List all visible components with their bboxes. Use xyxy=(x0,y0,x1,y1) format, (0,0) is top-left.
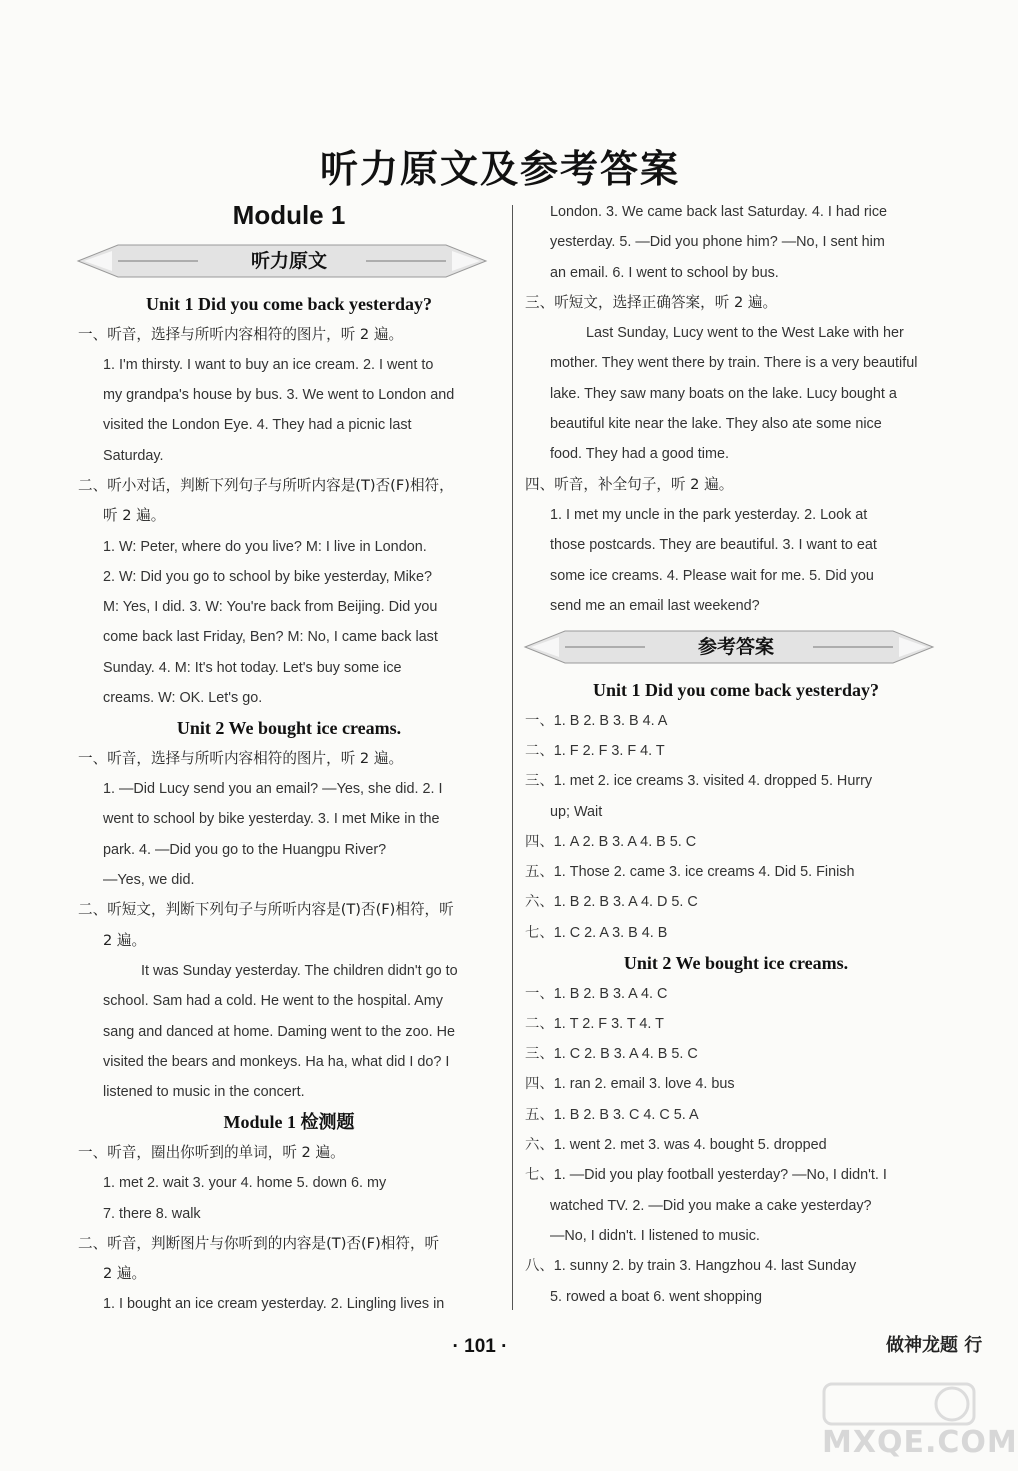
answer-line: 四、1. ran 2. email 3. love 4. bus xyxy=(525,1076,735,1093)
text-line: send me an email last weekend? xyxy=(550,597,760,614)
text-line: Last Sunday, Lucy went to the West Lake with her xyxy=(586,325,904,342)
page-number: · 101 · xyxy=(452,1336,508,1357)
section-banner-answers xyxy=(525,627,947,667)
text-line: 1. I bought an ice cream yesterday. 2. Lingling lives in xyxy=(103,1296,445,1313)
text-line: those postcards. They are beautiful. 3. I want to eat xyxy=(550,537,877,554)
unit2-transcript xyxy=(78,744,500,1108)
watermark-text: MXQE.COM xyxy=(822,1425,1018,1460)
question-line: 二、听短文，判断下列句子与所听内容是(T)否(F)相符，听 xyxy=(78,901,454,919)
text-line: 1. I met my uncle in the park yesterday. 2. Look at xyxy=(550,506,868,523)
answer-line: 四、1. A 2. B 3. A 4. B 5. C xyxy=(525,833,697,850)
text-line: 1. W: Peter, where do you live? M: I live in London. xyxy=(103,538,427,555)
text-line: park. 4. —Did you go to the Huangpu River? xyxy=(103,841,387,858)
unit1-transcript xyxy=(78,320,500,714)
text-line: mother. They went there by train. There is a very beautiful xyxy=(550,355,918,372)
text-line: my grandpa's house by bus. 3. We went to London and xyxy=(103,387,455,404)
text-line: Sunday. 4. M: It's hot today. Let's buy some ice xyxy=(103,659,402,676)
question-line: 一、听音，选择与所听内容相符的图片，听 2 遍。 xyxy=(78,325,404,343)
text-line: 1. met 2. wait 3. your 4. home 5. down 6. my xyxy=(103,1175,387,1192)
text-line: some ice creams. 4. Please wait for me. 5. Did you xyxy=(550,567,874,584)
left-column xyxy=(78,195,500,1320)
question-line: 听 2 遍。 xyxy=(103,507,166,525)
right-column xyxy=(525,197,947,1312)
footer-brand xyxy=(886,1331,983,1357)
answer-line: 六、1. B 2. B 3. A 4. D 5. C xyxy=(525,894,698,911)
answer-line: 六、1. went 2. met 3. was 4. bought 5. dropped xyxy=(525,1137,827,1154)
answer-line: —No, I didn't. I listened to music. xyxy=(550,1227,760,1244)
question-line: 2 遍。 xyxy=(103,1265,147,1283)
text-line: It was Sunday yesterday. The children didn't go to xyxy=(141,962,458,979)
text-line: yesterday. 5. —Did you phone him? —No, I sent him xyxy=(550,234,885,251)
answer-line: 一、1. B 2. B 3. A 4. C xyxy=(525,985,668,1002)
column-divider xyxy=(512,205,513,1310)
answer-line: 五、1. Those 2. came 3. ice creams 4. Did 5. Finish xyxy=(525,864,855,881)
unit1-heading: Unit 1 Did you come back yesterday? xyxy=(146,294,432,314)
text-line: Saturday. xyxy=(103,447,164,464)
text-line: 2. W: Did you go to school by bike yesterday, Mike? xyxy=(103,568,433,585)
text-line: London. 3. We came back last Saturday. 4. I had rice xyxy=(550,204,888,220)
unit2-heading: Unit 2 We bought ice creams. xyxy=(176,718,402,739)
question-line: 三、听短文，选择正确答案，听 2 遍。 xyxy=(525,293,778,311)
answer-line: 八、1. sunny 2. by train 3. Hangzhou 4. last Sunday xyxy=(525,1258,857,1275)
text-line: come back last Friday, Ben? M: No, I came back last xyxy=(103,629,438,646)
answer-line: 二、1. T 2. F 3. T 4. T xyxy=(525,1015,664,1032)
answer-line: 七、1. —Did you play football yesterday? —No, I didn't. I xyxy=(525,1167,887,1184)
answers-unit1 xyxy=(525,706,947,948)
answers-unit1-heading: Unit 1 Did you come back yesterday? xyxy=(593,680,879,701)
answer-line: 五、1. B 2. B 3. C 4. C 5. A xyxy=(525,1106,699,1123)
question-line: 一、听音，选择与所听内容相符的图片，听 2 遍。 xyxy=(78,749,404,767)
text-line: food. They had a good time. xyxy=(550,446,729,463)
answer-line: 二、1. F 2. F 3. F 4. T xyxy=(525,742,665,759)
text-line: went to school by bike yesterday. 3. I met Mike in the xyxy=(103,811,440,828)
text-line: 7. there 8. walk xyxy=(103,1205,201,1222)
question-line: 2 遍。 xyxy=(103,931,147,949)
answer-line: up; Wait xyxy=(550,803,603,820)
banner-title: 参考答案 xyxy=(697,636,774,659)
answer-line: 5. rowed a boat 6. went shopping xyxy=(550,1288,763,1305)
question-line: 二、听音，判断图片与你听到的内容是(T)否(F)相符，听 xyxy=(78,1234,440,1252)
brand-name: 做神龙题 xyxy=(886,1335,958,1356)
test-transcript xyxy=(78,1138,500,1320)
text-line: —Yes, we did. xyxy=(103,872,195,889)
answer-line: 三、1. C 2. B 3. A 4. B 5. C xyxy=(525,1046,698,1063)
text-line: lake. They saw many boats on the lake. Lucy bought a xyxy=(550,385,897,402)
text-line: sang and danced at home. Daming went to the zoo. He xyxy=(103,1023,455,1040)
text-line: beautiful kite near the lake. They also ate some nice xyxy=(550,416,882,433)
transcript-continued xyxy=(525,197,947,621)
text-line: 1. —Did Lucy send you an email? —Yes, she did. 2. I xyxy=(103,781,443,798)
question-line: 四、听音，补全句子，听 2 遍。 xyxy=(525,475,734,493)
text-line: an email. 6. I went to school by bus. xyxy=(550,264,779,281)
brand-cut-char: 行 xyxy=(964,1335,983,1356)
question-line: 二、听小对话，判断下列句子与所听内容是(T)否(F)相符， xyxy=(78,476,454,494)
answer-line: 一、1. B 2. B 3. B 4. A xyxy=(525,712,668,729)
answer-line: watched TV. 2. —Did you make a cake yesterday? xyxy=(550,1197,872,1214)
text-line: listened to music in the concert. xyxy=(103,1084,305,1101)
text-line: school. Sam had a cold. He went to the hospital. Amy xyxy=(103,993,443,1010)
answers-unit2 xyxy=(525,979,947,1312)
answers-unit2-heading: Unit 2 We bought ice creams. xyxy=(623,953,849,974)
answer-line: 七、1. C 2. A 3. B 4. B xyxy=(525,924,668,941)
question-line: 一、听音，圈出你听到的单词，听 2 遍。 xyxy=(78,1143,345,1161)
text-line: creams. W: OK. Let's go. xyxy=(103,690,263,707)
section-banner-listening xyxy=(78,241,500,281)
banner-title: 听力原文 xyxy=(250,250,327,272)
text-line: visited the London Eye. 4. They had a picnic last xyxy=(103,417,412,434)
text-line: M: Yes, I did. 3. W: You're back from Beijing. Did you xyxy=(103,599,438,616)
text-line: visited the bears and monkeys. Ha ha, what did I do? I xyxy=(103,1053,450,1070)
text-line: 1. I'm thirsty. I want to buy an ice cream. 2. I went to xyxy=(103,356,434,373)
module-title: Module 1 xyxy=(232,200,346,230)
page-title: 听力原文及参考答案 xyxy=(319,146,680,191)
test-heading: Module 1 检测题 xyxy=(223,1112,355,1133)
answer-line: 三、1. met 2. ice creams 3. visited 4. dropped 5. Hurry xyxy=(525,773,873,790)
